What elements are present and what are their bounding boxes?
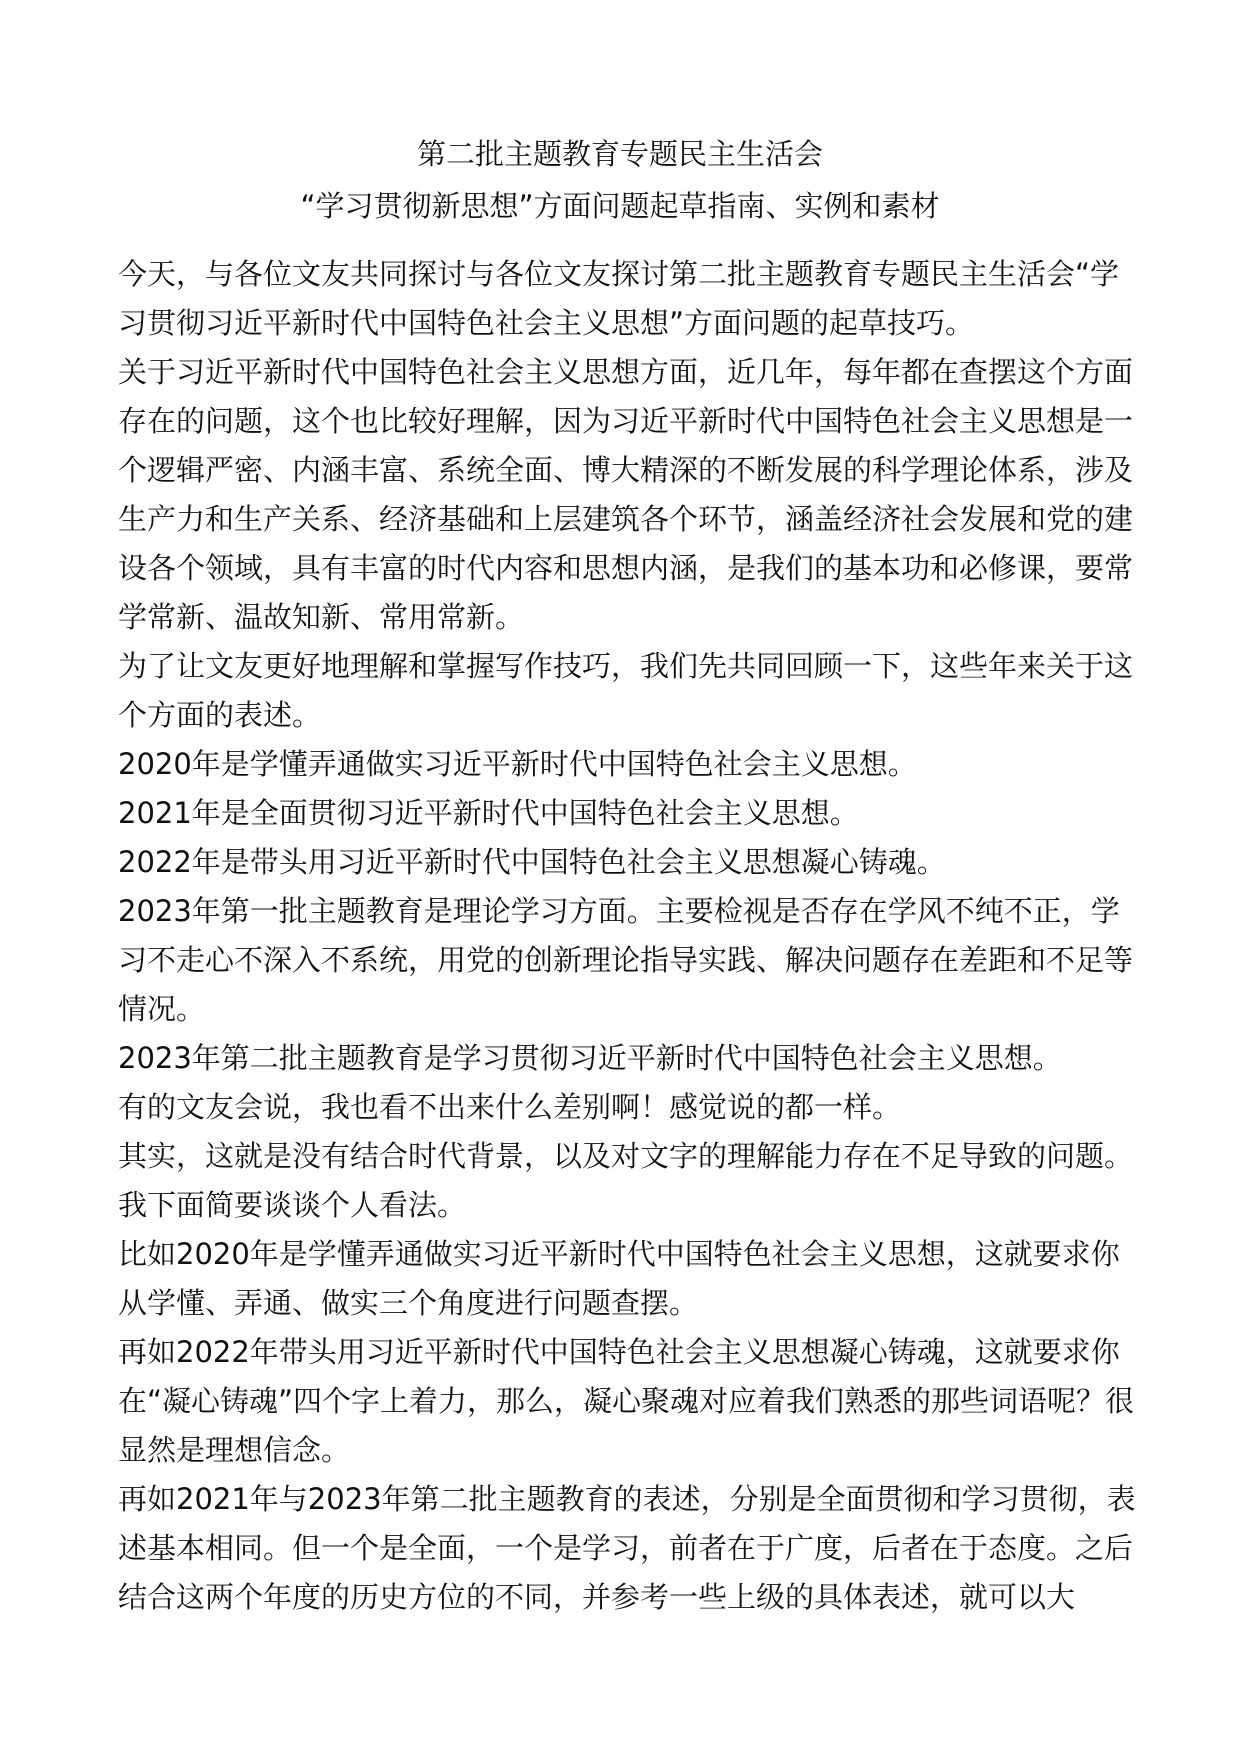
paragraph: 2023年第一批主题教育是理论学习方面。主要检视是否存在学风不纯不正，学习不走心不深入不系统，用党的创新理论指导实践、解决问题存在差距和不足等情况。 [118,894,1134,1026]
paragraph: 有的文友会说，我也看不出来什么差别啊！感觉说的都一样。 [118,1090,902,1124]
paragraph: 再如2021年与2023年第二批主题教育的表述，分别是全面贯彻和学习贯彻，表述基本相同。但一个是全面，一个是学习，前者在于广度，后者在于态度。之后结合这两个年度的历史方位的不同，并参考一些上级的具体表述，就可以大 [118,1482,1136,1614]
paragraph: 关于习近平新时代中国特色社会主义思想方面，近几年，每年都在查摆这个方面存在的问题，这个也比较好理解，因为习近平新时代中国特色社会主义思想是一个逻辑严密、内涵丰富、系统全面、博大精深的不断发展的科学理论体系，涉及生产力和生产关系、经济基础和上层建筑各个环节，涵盖经济社会发展和党的建设各个领域，具有丰富的时代内容和思想内涵，是我们的基本功和必修课，要常学常新、温故知新、常用常新。 [118,355,1134,634]
paragraph: 比如2020年是学懂弄通做实习近平新时代中国特色社会主义思想，这就要求你从学懂、弄通、做实三个角度进行问题查摆。 [118,1237,1120,1320]
paragraph: 2023年第二批主题教育是学习贯彻习近平新时代中国特色社会主义思想。 [118,1041,1062,1075]
title-line-1: 第二批主题教育专题民主生活会 [416,137,823,171]
paragraph: 2022年是带头用习近平新时代中国特色社会主义思想凝心铸魂。 [118,845,946,879]
paragraph: 其实，这就是没有结合时代背景，以及对文字的理解能力存在不足导致的问题。我下面简要谈谈个人看法。 [118,1139,1134,1222]
document-title [0,128,1240,232]
paragraph: 为了让文友更好地理解和掌握写作技巧，我们先共同回顾一下，这些年来关于这个方面的表述。 [118,649,1134,732]
document-body [118,250,1138,1622]
paragraph: 2020年是学懂弄通做实习近平新时代中国特色社会主义思想。 [118,747,917,781]
paragraph: 再如2022年带头用习近平新时代中国特色社会主义思想凝心铸魂，这就要求你在“凝心铸魂”四个字上着力，那么，凝心聚魂对应着我们熟悉的那些词语呢？很显然是理想信念。 [118,1335,1135,1467]
title-line-2: “学习贯彻新思想”方面问题起草指南、实例和素材 [300,189,940,223]
paragraph: 2021年是全面贯彻习近平新时代中国特色社会主义思想。 [118,796,859,830]
paragraph: 今天，与各位文友共同探讨与各位文友探讨第二批主题教育专题民主生活会“学习贯彻习近平新时代中国特色社会主义思想”方面问题的起草技巧。 [118,257,1120,340]
